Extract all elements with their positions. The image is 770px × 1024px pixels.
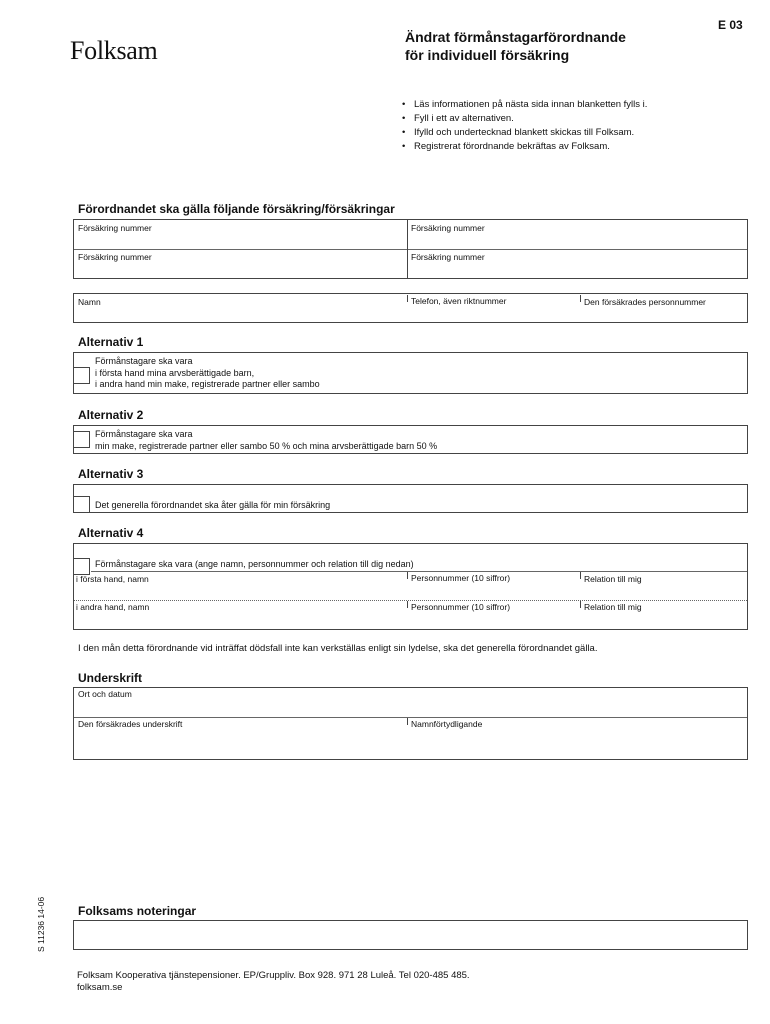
form-title-line2: för individuell försäkring — [405, 47, 570, 63]
general-provision-note: I den mån detta förordnande vid inträffat dödsfall inte kan verkställas enligt sin lydelse, ska det generella förordnandet gälla. — [78, 643, 598, 654]
second-beneficiary-name-field[interactable]: i andra hand, namn — [76, 602, 150, 612]
instruction-item: • Registrerat förordnande bekräftas av Folksam. — [402, 140, 647, 154]
alt2-text — [95, 429, 437, 452]
alt1-text — [95, 356, 320, 391]
footer-website: folksam.se — [77, 982, 123, 993]
divider — [407, 718, 408, 725]
alt1-heading: Alternativ 1 — [78, 335, 144, 349]
instruction-item: • Fyll i ett av alternativen. — [402, 112, 647, 126]
notes-heading: Folksams noteringar — [78, 904, 197, 918]
divider — [407, 295, 408, 302]
divider — [580, 572, 581, 579]
alt1-line: i andra hand min make, registrerade partner eller sambo — [95, 379, 320, 389]
alt2-line: min make, registrerade partner eller sambo 50 % och mina arvsberättigade barn 50 % — [95, 440, 438, 451]
first-beneficiary-name-field[interactable]: i första hand, namn — [76, 574, 149, 584]
divider — [407, 572, 408, 579]
alt4-box — [73, 543, 748, 630]
policies-box — [73, 219, 748, 279]
form-title — [405, 28, 626, 64]
alt2-checkbox[interactable] — [73, 431, 90, 448]
insured-ssn-field[interactable]: Den försäkrades personnummer — [584, 297, 706, 307]
second-beneficiary-ssn-field[interactable]: Personnummer (10 siffror) — [411, 602, 511, 612]
divider — [74, 249, 747, 250]
divider — [580, 295, 581, 302]
name-field[interactable]: Namn — [78, 297, 101, 307]
alt3-text: Det generella förordnandet ska åter gälla för min försäkring — [95, 500, 331, 510]
alt2-heading: Alternativ 2 — [78, 408, 144, 422]
footer-address: Folksam Kooperativa tjänstepensioner. EP/Gruppliv. Box 928. 971 28 Luleå. Tel 020-485 485. — [77, 970, 470, 981]
alt4-text: Förmånstagare ska vara (ange namn, personnummer och relation till dig nedan) — [95, 559, 414, 569]
second-beneficiary-relation-field[interactable]: Relation till mig — [584, 602, 642, 612]
divider — [407, 220, 408, 278]
policy-number-field-3[interactable]: Försäkring nummer — [78, 252, 152, 262]
insured-box — [73, 293, 748, 323]
place-date-field[interactable]: Ort och datum — [78, 689, 132, 699]
alt1-box — [73, 352, 748, 394]
alt1-line: i första hand mina arvsberättigade barn, — [95, 367, 255, 378]
alt1-line: Förmånstagare ska vara — [95, 356, 193, 366]
alt4-heading: Alternativ 4 — [78, 526, 144, 540]
notes-box[interactable] — [73, 920, 748, 950]
alt2-line: Förmånstagare ska vara — [95, 429, 193, 439]
instruction-item: • Ifylld och undertecknad blankett skickas till Folksam. — [402, 126, 647, 140]
alt3-heading: Alternativ 3 — [78, 467, 144, 481]
policy-number-field-1[interactable]: Försäkring nummer — [78, 223, 152, 233]
policy-number-field-4[interactable]: Försäkring nummer — [411, 252, 485, 262]
alt1-checkbox[interactable] — [73, 367, 90, 384]
alt4-checkbox[interactable] — [73, 558, 90, 575]
policy-number-field-2[interactable]: Försäkring nummer — [411, 223, 485, 233]
divider — [74, 717, 747, 718]
form-title-line1: Ändrat förmånstagarförordnande — [405, 29, 626, 45]
phone-field[interactable]: Telefon, även riktnummer — [411, 296, 507, 306]
insured-signature-field[interactable]: Den försäkrades underskrift — [78, 719, 183, 729]
signature-box — [73, 687, 748, 760]
footer — [77, 970, 470, 994]
form-code: E 03 — [718, 18, 743, 32]
signature-heading: Underskrift — [78, 671, 143, 685]
divider — [74, 600, 747, 601]
first-beneficiary-relation-field[interactable]: Relation till mig — [584, 574, 642, 584]
alt3-box — [73, 484, 748, 513]
alt2-box — [73, 425, 748, 454]
instruction-item: • Läs informationen på nästa sida innan blanketten fylls i. — [402, 98, 647, 112]
policies-heading: Förordnandet ska gälla följande försäkring/försäkringar — [78, 202, 395, 216]
instruction-list — [402, 98, 647, 154]
first-beneficiary-ssn-field[interactable]: Personnummer (10 siffror) — [411, 573, 511, 583]
divider — [91, 571, 747, 572]
form-reference-code: S 11236 14-06 — [36, 896, 46, 952]
folksam-logo: Folksam — [70, 36, 158, 65]
divider — [580, 601, 581, 608]
divider — [407, 601, 408, 608]
alt3-checkbox[interactable] — [73, 496, 90, 513]
name-clarification-field[interactable]: Namnförtydligande — [411, 719, 483, 729]
